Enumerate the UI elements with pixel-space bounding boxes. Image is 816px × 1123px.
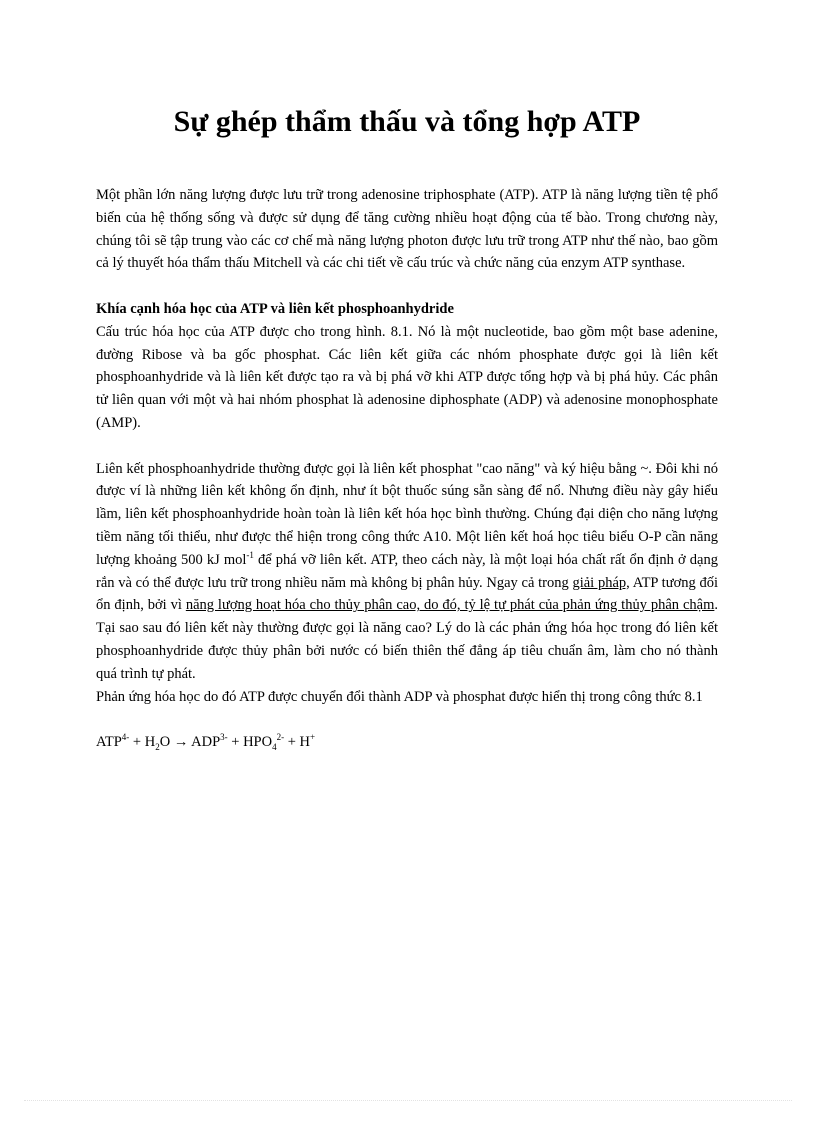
underlined-text: giải pháp, — [572, 574, 630, 591]
atp-hydrolysis-equation: $ATP^{4-} + H_2O \to ADP^{3-} + HPO_4^{2-} + H^+$ — [96, 732, 316, 753]
charge: + — [310, 732, 316, 743]
arrow-icon: → — [173, 734, 189, 751]
charge: 3- — [220, 732, 228, 743]
reaction-paragraph: Phản ứng hóa học do đó ATP được chuyển đổi thành ADP và phosphat được hiển thị trong công thức 8.1 — [96, 688, 703, 705]
paragraph-text: . Tại sao sau đó liên kết này thường được gọi là năng cao? Lý do là các phản ứng hóa học trong đó liên kết phosphoanhydride được thủy phân bởi nước có biến thiên thế đẳng áp tiêu chuẩn âm, làm cho nó thành quá trình tự phát. — [96, 597, 718, 682]
phosphoanhydride-paragraph — [96, 458, 718, 686]
subscript: 4 — [272, 742, 277, 753]
subscript: 2 — [155, 742, 160, 753]
charge: 4- — [121, 732, 130, 743]
charge: 2- — [276, 732, 285, 743]
page-bottom-divider — [24, 1100, 792, 1101]
paragraph-text: Liên kết phosphoanhydride thường được gọi là liên kết phosphat "cao năng" và ký hiệu bằng ~. Đôi khi nó được ví là những liên kết không ổn định, như ít bột thuốc súng sẵn sàng để nổ. Nhưng điều này gây hiểu lầm, liên kết phosphoanhydride hoàn toàn là liên kết hóa học bình thường. Chúng đại diện cho năng lượng tiềm năng tối thiểu, như được thể hiện trong công thức A10. Một liên kết hoá học tiêu biểu O-P cần năng lượng khoảng 500 kJ mol — [96, 460, 718, 568]
structure-paragraph: Cấu trúc hóa học của ATP được cho trong hình. 8.1. Nó là một nucleotide, bao gồm một base adenine, đường Ribose và ba gốc phosphat. Các liên kết giữa các nhóm phosphate được gọi là liên kết phosphoanhydride và là liên kết được tạo ra và bị phá vỡ khi ATP được tổng hợp và bị phá hủy. Các phân tử liên quan với một và hai nhóm phosphat là adenosine diphosphate (ADP) và adenosine monophosphate (AMP). — [96, 323, 718, 431]
paragraph-text: ATP tương đối ổn định, bởi vì — [96, 574, 719, 614]
superscript: -1 — [246, 549, 254, 560]
page-title: Sự ghép thẩm thấu và tổng hợp ATP — [173, 105, 641, 138]
underlined-text: năng lượng hoạt hóa cho thủy phân cao, do đó, tỷ lệ tự phát của phản ứng thủy phân chậm — [185, 597, 715, 614]
document-page — [96, 100, 718, 754]
section-heading: Khía cạnh hóa học của ATP và liên kết phosphoanhydride — [96, 300, 454, 317]
paragraph-text: để phá vỡ liên kết. ATP, theo cách này, là một loại hóa chất rất ổn định ở dạng rắn và có thể được lưu trữ trong nhiều năm mà không bị phân hủy. Ngay cả trong — [96, 551, 718, 591]
intro-paragraph: Một phần lớn năng lượng được lưu trữ trong adenosine triphosphate (ATP). ATP là năng lượng tiền tệ phổ biến của hệ thống sống và được sử dụng để tăng cường nhiều hoạt động của tế bào. Trong chương này, chúng tôi sẽ tập trung vào các cơ chế mà năng lượng photon được lưu trữ trong ATP như thế nào, bao gồm cả lý thuyết hóa thẩm thấu Mitchell và các chi tiết về cấu trúc và chức năng của enzym ATP synthase. — [96, 187, 718, 272]
